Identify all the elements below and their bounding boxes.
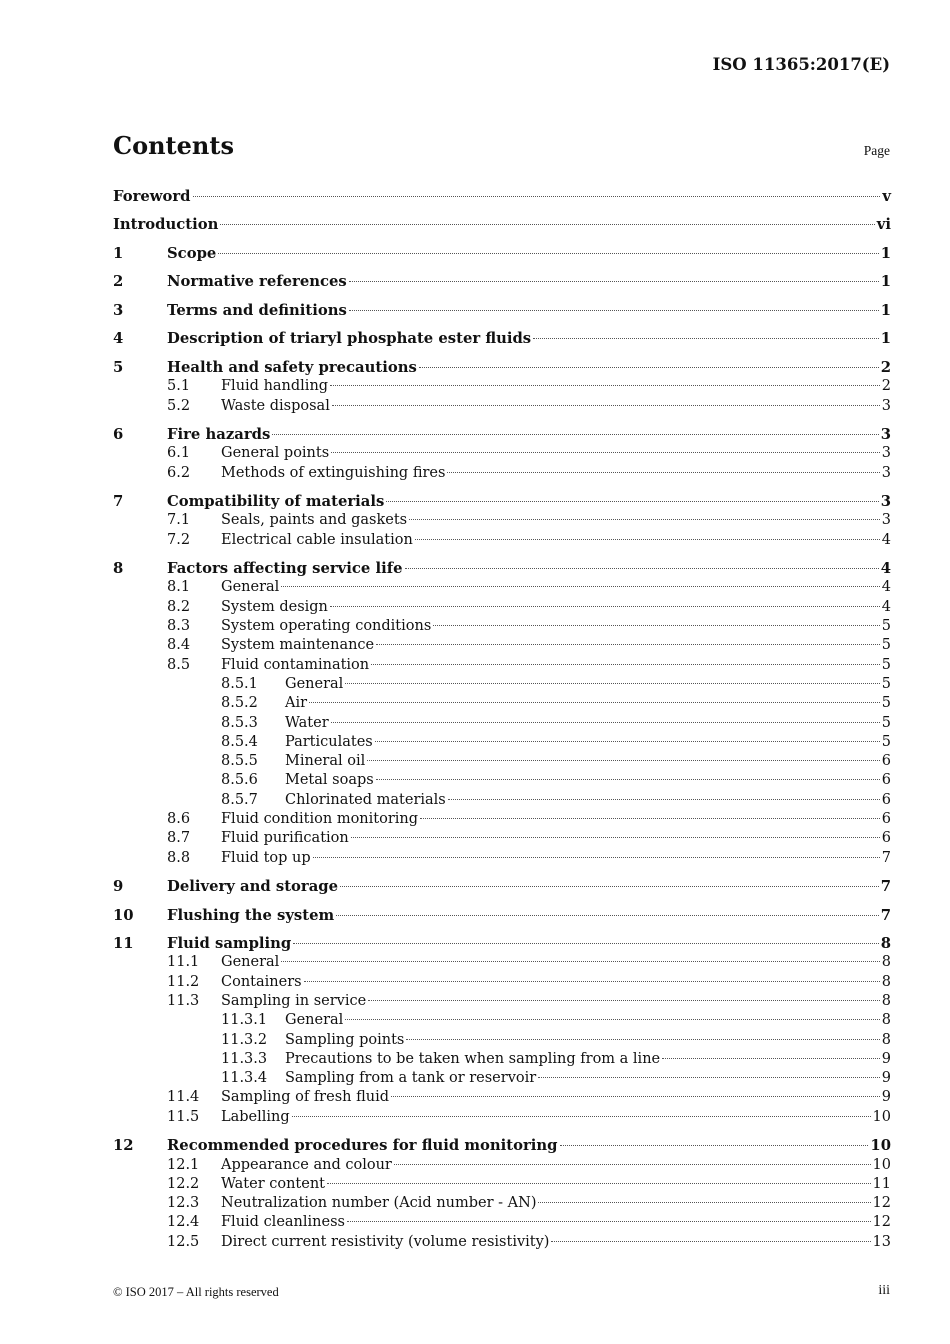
- toc-entry-page: 6: [881, 772, 891, 789]
- toc-entry[interactable]: [113, 464, 891, 483]
- toc-entry-title: Labelling: [221, 1108, 290, 1125]
- toc-entry-page: 11: [872, 1175, 891, 1192]
- dot-leader: [375, 740, 880, 742]
- toc-entry-number: 7.1: [167, 512, 191, 529]
- toc-entry-page: 5: [881, 637, 891, 654]
- toc-entry-page: 3: [880, 425, 891, 443]
- toc-entry[interactable]: [113, 934, 891, 953]
- toc-entry-title: General: [221, 954, 280, 971]
- toc-entry[interactable]: [113, 329, 891, 348]
- toc-entry[interactable]: [113, 656, 891, 675]
- dot-leader: [391, 1095, 880, 1097]
- toc-entry-title: Mineral oil: [285, 753, 366, 770]
- toc-entry[interactable]: [113, 973, 891, 992]
- toc-entry[interactable]: [113, 244, 891, 263]
- footer-copyright: © ISO 2017 – All rights reserved: [113, 1285, 279, 1299]
- dot-leader: [349, 280, 879, 282]
- dot-leader: [394, 1163, 871, 1165]
- dot-leader: [281, 960, 879, 962]
- dot-leader: [345, 1018, 879, 1020]
- toc-entry-page: 6: [881, 791, 891, 808]
- toc-entry-number: 1: [113, 244, 124, 262]
- toc-entry-number: 12.5: [167, 1233, 200, 1250]
- toc-entry-page: 7: [880, 906, 891, 924]
- toc-entry-title: Scope: [167, 244, 217, 262]
- dot-leader: [193, 195, 881, 197]
- dot-leader: [336, 914, 879, 916]
- dot-leader: [560, 1144, 869, 1146]
- toc-entry-page: 5: [881, 675, 891, 692]
- toc-entry-title: Fluid purification: [221, 830, 349, 847]
- dot-leader: [662, 1057, 880, 1059]
- dot-leader: [293, 942, 878, 944]
- toc-entry-page: 1: [880, 273, 891, 291]
- toc-entry-page: 5: [881, 714, 891, 731]
- toc-entry-page: 2: [880, 358, 891, 376]
- toc-entry-title: Compatibility of materials: [167, 493, 385, 511]
- toc-entry-number: 12.2: [167, 1175, 200, 1192]
- dot-leader: [345, 682, 879, 684]
- toc-entry-title: Flushing the system: [167, 906, 335, 924]
- toc-entry-number: 8.3: [167, 618, 191, 635]
- toc-entry-number: 3: [113, 301, 124, 319]
- dot-leader: [313, 856, 880, 858]
- toc-entry[interactable]: [113, 906, 891, 925]
- toc-entry[interactable]: [113, 1136, 891, 1155]
- toc-entry-page: 7: [880, 878, 891, 896]
- toc-entry-title: Foreword: [113, 188, 191, 205]
- toc-entry-title: Air: [285, 695, 308, 712]
- dot-leader: [406, 1038, 879, 1040]
- toc-entry-page: 1: [880, 244, 891, 262]
- dot-leader: [331, 721, 880, 723]
- toc-entry-title: General points: [221, 445, 330, 462]
- toc-entry-number: 8.8: [167, 849, 191, 866]
- dot-leader: [347, 1220, 871, 1222]
- toc-entry-number: 8.7: [167, 830, 191, 847]
- toc-entry[interactable]: [113, 733, 891, 752]
- toc-entry-number: 6.2: [167, 464, 191, 481]
- toc-entry-title: Fire hazards: [167, 425, 271, 443]
- toc-entry-page: 3: [881, 464, 891, 481]
- toc-entry-title: Fluid condition monitoring: [221, 811, 419, 827]
- toc-entry-title: Electrical cable insulation: [221, 531, 413, 548]
- toc-entry[interactable]: [113, 1069, 891, 1088]
- dot-leader: [218, 252, 878, 254]
- toc-entry-number: 11.3.4: [221, 1070, 268, 1087]
- toc-entry[interactable]: [113, 694, 891, 713]
- toc-entry[interactable]: [113, 1050, 891, 1069]
- toc-entry-page: 8: [881, 1031, 891, 1048]
- dot-leader: [376, 778, 880, 780]
- dot-leader: [330, 384, 880, 386]
- dot-leader: [415, 538, 880, 540]
- dot-leader: [351, 836, 880, 838]
- toc-entry-page: 5: [881, 733, 891, 750]
- dot-leader: [371, 663, 880, 665]
- toc-entry[interactable]: [113, 187, 891, 206]
- toc-entry[interactable]: [113, 397, 891, 416]
- toc-entry-number: 8.5.7: [221, 791, 258, 808]
- toc-entry-title: General: [285, 675, 344, 692]
- toc-entry-page: 3: [881, 512, 891, 529]
- toc-entry-page: 3: [881, 397, 891, 414]
- toc-entry-title: Waste disposal: [221, 397, 330, 414]
- toc-entry-number: 8.1: [167, 579, 191, 596]
- toc-entry-page: 10: [872, 1108, 891, 1125]
- toc-entry-title: Containers: [221, 973, 302, 990]
- toc-entry-number: 11.3.2: [221, 1031, 268, 1048]
- toc-entry-page: 8: [881, 1012, 891, 1029]
- toc-entry-number: 8.5.2: [221, 695, 258, 712]
- toc-entry-page: 3: [880, 493, 891, 511]
- toc-entry-title: Neutralization number (Acid number - AN): [221, 1195, 537, 1212]
- toc-entry-title: Fluid top up: [221, 849, 311, 866]
- dot-leader: [533, 337, 879, 339]
- toc-entry-title: Water content: [221, 1175, 325, 1192]
- toc-entry-title: Appearance and colour: [221, 1156, 392, 1173]
- toc-entry-title: Chlorinated materials: [285, 791, 446, 808]
- dot-leader: [292, 1115, 871, 1117]
- toc-entry-title: System operating conditions: [221, 618, 432, 635]
- toc-entry-page: 1: [880, 330, 891, 348]
- toc-entry[interactable]: [113, 810, 891, 829]
- toc-entry-title: Fluid cleanliness: [221, 1214, 345, 1231]
- toc-entry[interactable]: [113, 511, 891, 530]
- toc-entry-title: Terms and definitions: [167, 301, 347, 319]
- toc-entry-number: 11.5: [167, 1108, 200, 1125]
- toc-entry[interactable]: [113, 1031, 891, 1050]
- toc-entry[interactable]: [113, 598, 891, 617]
- dot-leader: [386, 500, 878, 502]
- dot-leader: [349, 309, 879, 311]
- toc-entry-title: Sampling points: [285, 1031, 405, 1048]
- toc-entry[interactable]: [113, 771, 891, 790]
- toc-entry[interactable]: [113, 492, 891, 511]
- toc-entry-page: 4: [880, 560, 891, 578]
- dot-leader: [304, 980, 880, 982]
- dot-leader: [340, 885, 879, 887]
- dot-leader: [538, 1201, 870, 1203]
- toc-entry-title: Fluid contamination: [221, 656, 370, 673]
- toc-entry[interactable]: [113, 559, 891, 578]
- toc-entry-title: Normative references: [167, 273, 347, 291]
- toc-entry[interactable]: [113, 675, 891, 694]
- toc-entry-number: 8.5.4: [221, 733, 258, 750]
- toc-entry-title: Introduction: [113, 216, 219, 234]
- toc-entry-page: 5: [881, 656, 891, 673]
- toc-entry-page: 12: [872, 1195, 891, 1212]
- toc-entry-title: Water: [285, 714, 329, 731]
- toc-entry-number: 11.3.3: [221, 1050, 268, 1067]
- toc-entry[interactable]: [113, 301, 891, 320]
- toc-entry-page: 6: [881, 753, 891, 770]
- toc-entry[interactable]: [113, 215, 891, 234]
- toc-entry-title: Delivery and storage: [167, 878, 339, 896]
- toc-entry-number: 6.1: [167, 445, 191, 462]
- toc-entry-number: 5.1: [167, 378, 191, 395]
- dot-leader: [309, 701, 880, 703]
- toc-entry-title: Seals, paints and gaskets: [221, 512, 408, 529]
- toc-entry[interactable]: [113, 1194, 891, 1213]
- dot-leader: [448, 798, 880, 800]
- toc-entry-number: 8.6: [167, 811, 191, 827]
- toc-entry-title: Direct current resistivity (volume resistivity): [221, 1233, 550, 1250]
- toc-entry[interactable]: [113, 752, 891, 771]
- dot-leader: [409, 518, 880, 520]
- toc-entry-page: 8: [881, 992, 891, 1009]
- toc-entry-number: 11: [113, 935, 134, 953]
- toc-entry[interactable]: [113, 617, 891, 636]
- toc-entry-page: 13: [872, 1233, 891, 1250]
- document-id: ISO 11365:2017(E): [712, 55, 890, 74]
- toc-entry[interactable]: [113, 358, 891, 377]
- toc-entry-number: 8.5.3: [221, 714, 258, 731]
- toc-entry-title: Health and safety precautions: [167, 358, 417, 376]
- toc-entry-page: vi: [876, 216, 891, 234]
- dot-leader: [405, 567, 879, 569]
- toc-entry-title: Sampling from a tank or reservoir: [285, 1070, 537, 1087]
- toc-entry[interactable]: [113, 636, 891, 655]
- toc-entry-title: System maintenance: [221, 637, 375, 654]
- toc-entry-title: System design: [221, 598, 328, 615]
- dot-leader: [420, 817, 880, 819]
- toc-entry-number: 11.3: [167, 992, 200, 1009]
- toc-entry[interactable]: [113, 1213, 891, 1232]
- toc-entry-title: Fluid sampling: [167, 935, 292, 953]
- toc-entry-number: 12.1: [167, 1156, 200, 1173]
- toc-entry-title: Sampling of fresh fluid: [221, 1089, 390, 1106]
- page-column-label: Page: [863, 143, 890, 158]
- toc-entry-number: 5.2: [167, 397, 191, 414]
- toc-entry-page: 9: [881, 1050, 891, 1067]
- toc-entry-number: 8.5.1: [221, 675, 258, 692]
- toc-entry-number: 10: [113, 906, 134, 924]
- dot-leader: [551, 1240, 870, 1242]
- toc-entry-page: 6: [881, 811, 891, 827]
- dot-leader: [331, 451, 880, 453]
- toc-entry-page: 8: [880, 935, 891, 953]
- toc-entry[interactable]: [113, 953, 891, 972]
- toc-entry[interactable]: [113, 578, 891, 597]
- toc-entry-page: 8: [881, 954, 891, 971]
- toc-entry-number: 11.1: [167, 954, 200, 971]
- toc-entry[interactable]: [113, 1108, 891, 1127]
- toc-entry-page: 10: [870, 1137, 891, 1155]
- toc-entry[interactable]: [113, 829, 891, 848]
- toc-entry-number: 8.4: [167, 637, 191, 654]
- toc-entry-number: 8: [113, 560, 124, 578]
- toc-entry-number: 4: [113, 330, 124, 348]
- dot-leader: [419, 366, 879, 368]
- dot-leader: [538, 1076, 880, 1078]
- toc-entry-number: 7: [113, 493, 124, 511]
- toc-entry-number: 6: [113, 425, 124, 443]
- toc-entry[interactable]: [113, 444, 891, 463]
- toc-entry-page: 4: [881, 598, 891, 615]
- toc-entry-number: 9: [113, 878, 124, 896]
- toc-entry[interactable]: [113, 1011, 891, 1030]
- dot-leader: [327, 1182, 871, 1184]
- toc-entry-number: 11.4: [167, 1089, 200, 1106]
- toc-entry-number: 11.2: [167, 973, 200, 990]
- dot-leader: [281, 585, 879, 587]
- toc-entry[interactable]: [113, 425, 891, 444]
- toc-entry[interactable]: [113, 1175, 891, 1194]
- toc-entry[interactable]: [113, 1233, 891, 1252]
- toc-entry-number: 12: [113, 1137, 134, 1155]
- toc-entry-number: 8.2: [167, 598, 191, 615]
- toc-entry-page: 6: [881, 830, 891, 847]
- toc-entry-page: 7: [881, 849, 891, 866]
- toc-entry-number: 7.2: [167, 531, 191, 548]
- toc-entry-title: General: [285, 1012, 344, 1029]
- dot-leader: [367, 759, 880, 761]
- dot-leader: [447, 471, 879, 473]
- footer-page-number: iii: [878, 1283, 890, 1298]
- toc-entry-title: Methods of extinguishing fires: [221, 464, 446, 481]
- toc-entry-title: Particulates: [285, 733, 373, 750]
- dot-leader: [330, 605, 880, 607]
- toc-entry-number: 8.5.5: [221, 753, 258, 770]
- toc-entry-title: Factors affecting service life: [167, 560, 403, 578]
- toc-entry[interactable]: [113, 992, 891, 1011]
- toc-entry[interactable]: [113, 1088, 891, 1107]
- toc-entry[interactable]: [113, 1156, 891, 1175]
- toc-entry-number: 12.3: [167, 1195, 200, 1212]
- dot-leader: [433, 624, 879, 626]
- toc-entry-page: 12: [872, 1214, 891, 1231]
- toc-entry-page: 5: [881, 618, 891, 635]
- toc-entry-page: 1: [880, 301, 891, 319]
- dot-leader: [332, 404, 880, 406]
- toc-entry-page: 3: [881, 445, 891, 462]
- toc-entry-number: 8.5.6: [221, 772, 258, 789]
- toc-entry-page: 2: [881, 378, 891, 395]
- toc-entry-page: 8: [881, 973, 891, 990]
- toc-entry[interactable]: [113, 714, 891, 733]
- toc-entry-page: 4: [881, 531, 891, 548]
- toc-entry[interactable]: [113, 849, 891, 868]
- toc-entry[interactable]: [113, 877, 891, 896]
- toc-entry[interactable]: [113, 791, 891, 810]
- toc-entry-page: 9: [881, 1089, 891, 1106]
- toc-entry[interactable]: [113, 272, 891, 291]
- toc-entry[interactable]: [113, 377, 891, 396]
- toc-entry-number: 5: [113, 358, 124, 376]
- toc-entry-title: Description of triaryl phosphate ester fluids: [167, 330, 532, 348]
- toc-entry-page: 10: [872, 1156, 891, 1173]
- toc-entry-page: v: [882, 188, 891, 205]
- toc-entry-title: Fluid handling: [221, 378, 329, 395]
- table-of-contents: [113, 187, 891, 1252]
- toc-entry-number: 8.5: [167, 656, 191, 673]
- page-title: Contents: [113, 131, 234, 160]
- dot-leader: [368, 999, 880, 1001]
- dot-leader: [272, 433, 878, 435]
- toc-entry-title: Precautions to be taken when sampling from a line: [285, 1050, 661, 1067]
- toc-entry[interactable]: [113, 531, 891, 550]
- toc-entry-number: 11.3.1: [221, 1012, 268, 1029]
- dot-leader: [220, 223, 874, 225]
- toc-entry-page: 9: [881, 1070, 891, 1087]
- toc-entry-title: Recommended procedures for fluid monitoring: [167, 1137, 558, 1155]
- toc-entry-number: 12.4: [167, 1214, 200, 1231]
- dot-leader: [376, 643, 880, 645]
- toc-entry-title: General: [221, 579, 280, 596]
- toc-entry-page: 5: [881, 695, 891, 712]
- toc-entry-number: 2: [113, 273, 124, 291]
- toc-entry-page: 4: [881, 579, 891, 596]
- toc-entry-title: Metal soaps: [285, 772, 374, 789]
- toc-entry-title: Sampling in service: [221, 992, 367, 1009]
